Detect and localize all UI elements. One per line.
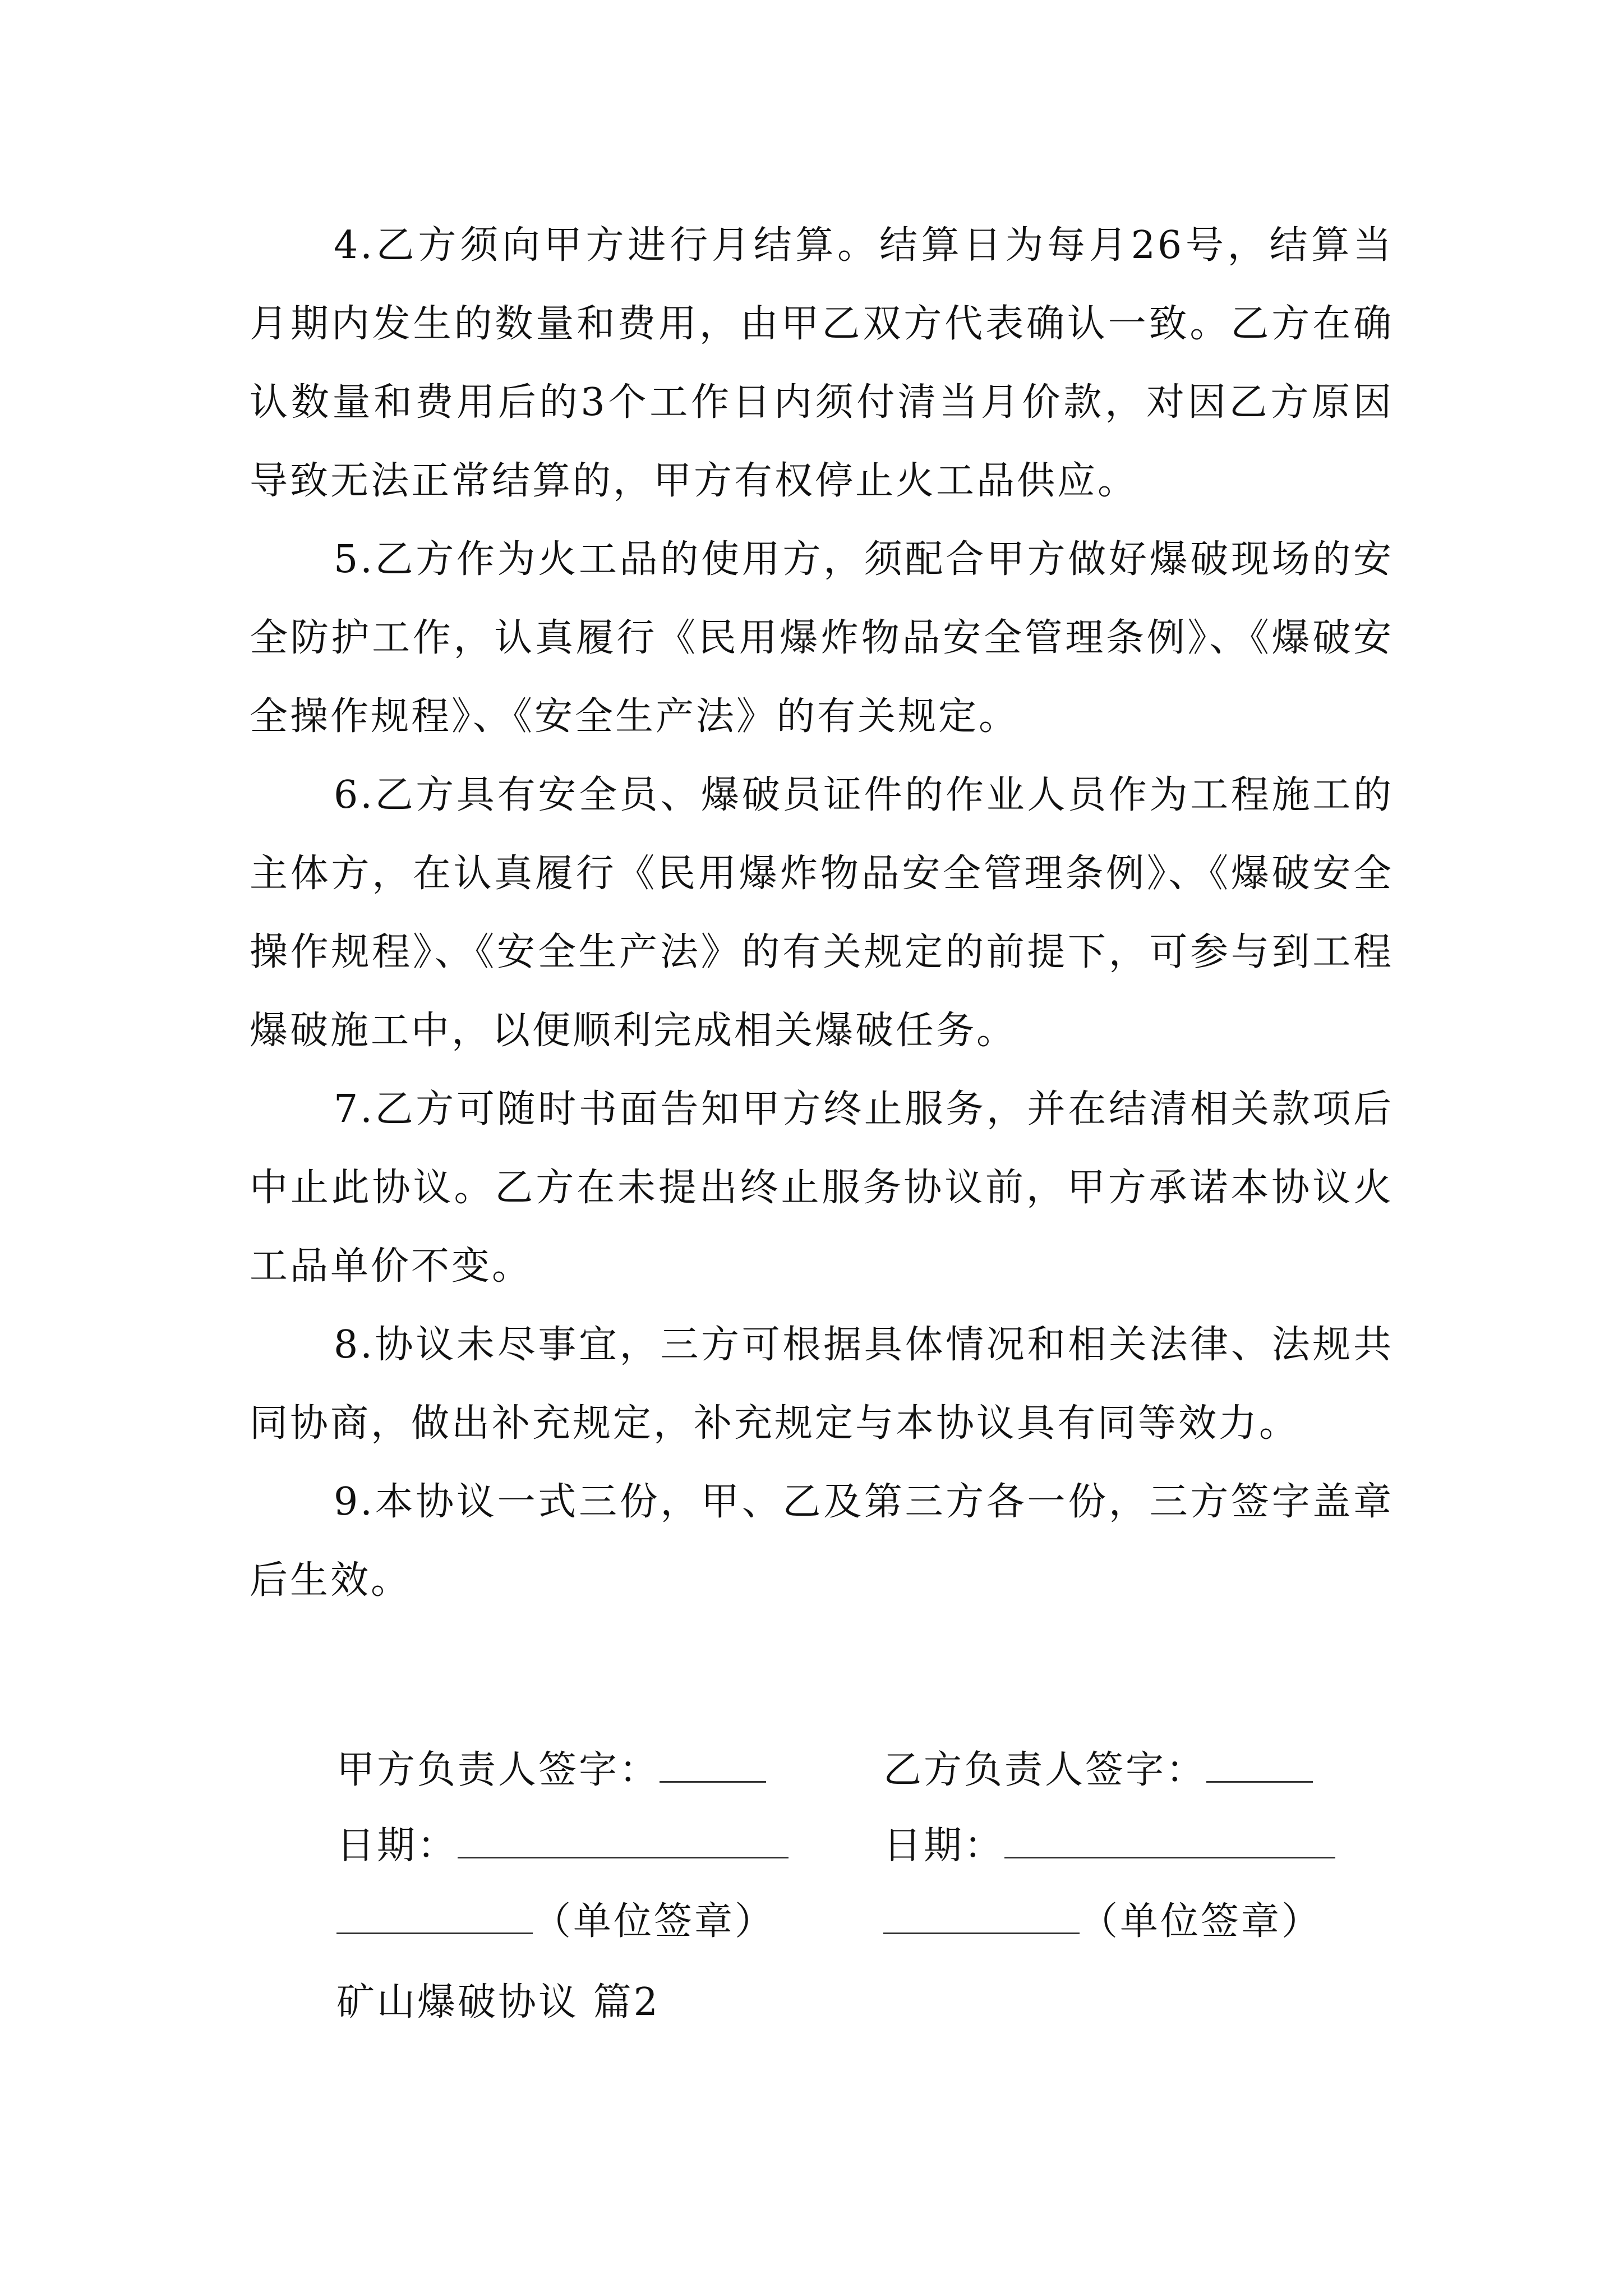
next-section-title: 矿山爆破协议 篇2 bbox=[336, 1980, 660, 2024]
party-a-seal-line bbox=[336, 1893, 775, 1950]
agreement-body bbox=[250, 206, 1394, 1620]
party-a-signature-line bbox=[336, 1742, 766, 1798]
clause-5: 5.乙方作为火工品的使用方，须配合甲方做好爆破现场的安全防护工作，认真履行《民用爆炸物品安全管理条例》、《爆破安全操作规程》、《安全生产法》的有关规定。 bbox=[250, 537, 1394, 739]
clause-9: 9.本协议一式三份，甲、乙及第三方各一份，三方签字盖章后生效。 bbox=[250, 1480, 1394, 1603]
party-b-date-line bbox=[883, 1818, 1335, 1874]
party-b-seal-blank bbox=[883, 1893, 1080, 1934]
party-b-date-label: 日期： bbox=[883, 1824, 1005, 1868]
party-b-signature-label: 乙方负责人签字： bbox=[883, 1748, 1207, 1792]
party-b-signature-blank bbox=[1206, 1742, 1313, 1783]
party-a-signature-label: 甲方负责人签字： bbox=[336, 1748, 660, 1792]
party-a-signature-blank bbox=[660, 1742, 766, 1783]
party-a-date-label: 日期： bbox=[336, 1824, 458, 1868]
party-b-seal-line bbox=[883, 1893, 1322, 1950]
clause-8: 8.协议未尽事宜，三方可根据具体情况和相关法律、法规共同协商，做出补充规定，补充规定与本协议具有同等效力。 bbox=[250, 1323, 1394, 1446]
clause-7: 7.乙方可随时书面告知甲方终止服务，并在结清相关款项后中止此协议。乙方在未提出终止服务协议前，甲方承诺本协议火工品单价不变。 bbox=[250, 1087, 1394, 1289]
party-b-date-blank bbox=[1004, 1818, 1335, 1858]
party-a-seal-blank bbox=[336, 1893, 533, 1934]
clause-4: 4.乙方须向甲方进行月结算。结算日为每月26号，结算当月期内发生的数量和费用，由甲乙双方代表确认一致。乙方在确认数量和费用后的3个工作日内须付清当月价款，对因乙方原因导致无法正常结算的，甲方有权停止火工品供应。 bbox=[250, 223, 1394, 503]
party-a-date-blank bbox=[458, 1818, 789, 1858]
party-a-seal-label: （单位签章） bbox=[533, 1899, 776, 1944]
party-a-date-line bbox=[336, 1818, 789, 1874]
clause-6: 6.乙方具有安全员、爆破员证件的作业人员作为工程施工的主体方，在认真履行《民用爆炸物品安全管理条例》、《爆破安全操作规程》、《安全生产法》的有关规定的前提下，可参与到工程爆破施工中，以便顺利完成相关爆破任务。 bbox=[250, 773, 1394, 1053]
party-b-seal-label: （单位签章） bbox=[1080, 1899, 1322, 1944]
party-b-signature-line bbox=[883, 1742, 1313, 1798]
